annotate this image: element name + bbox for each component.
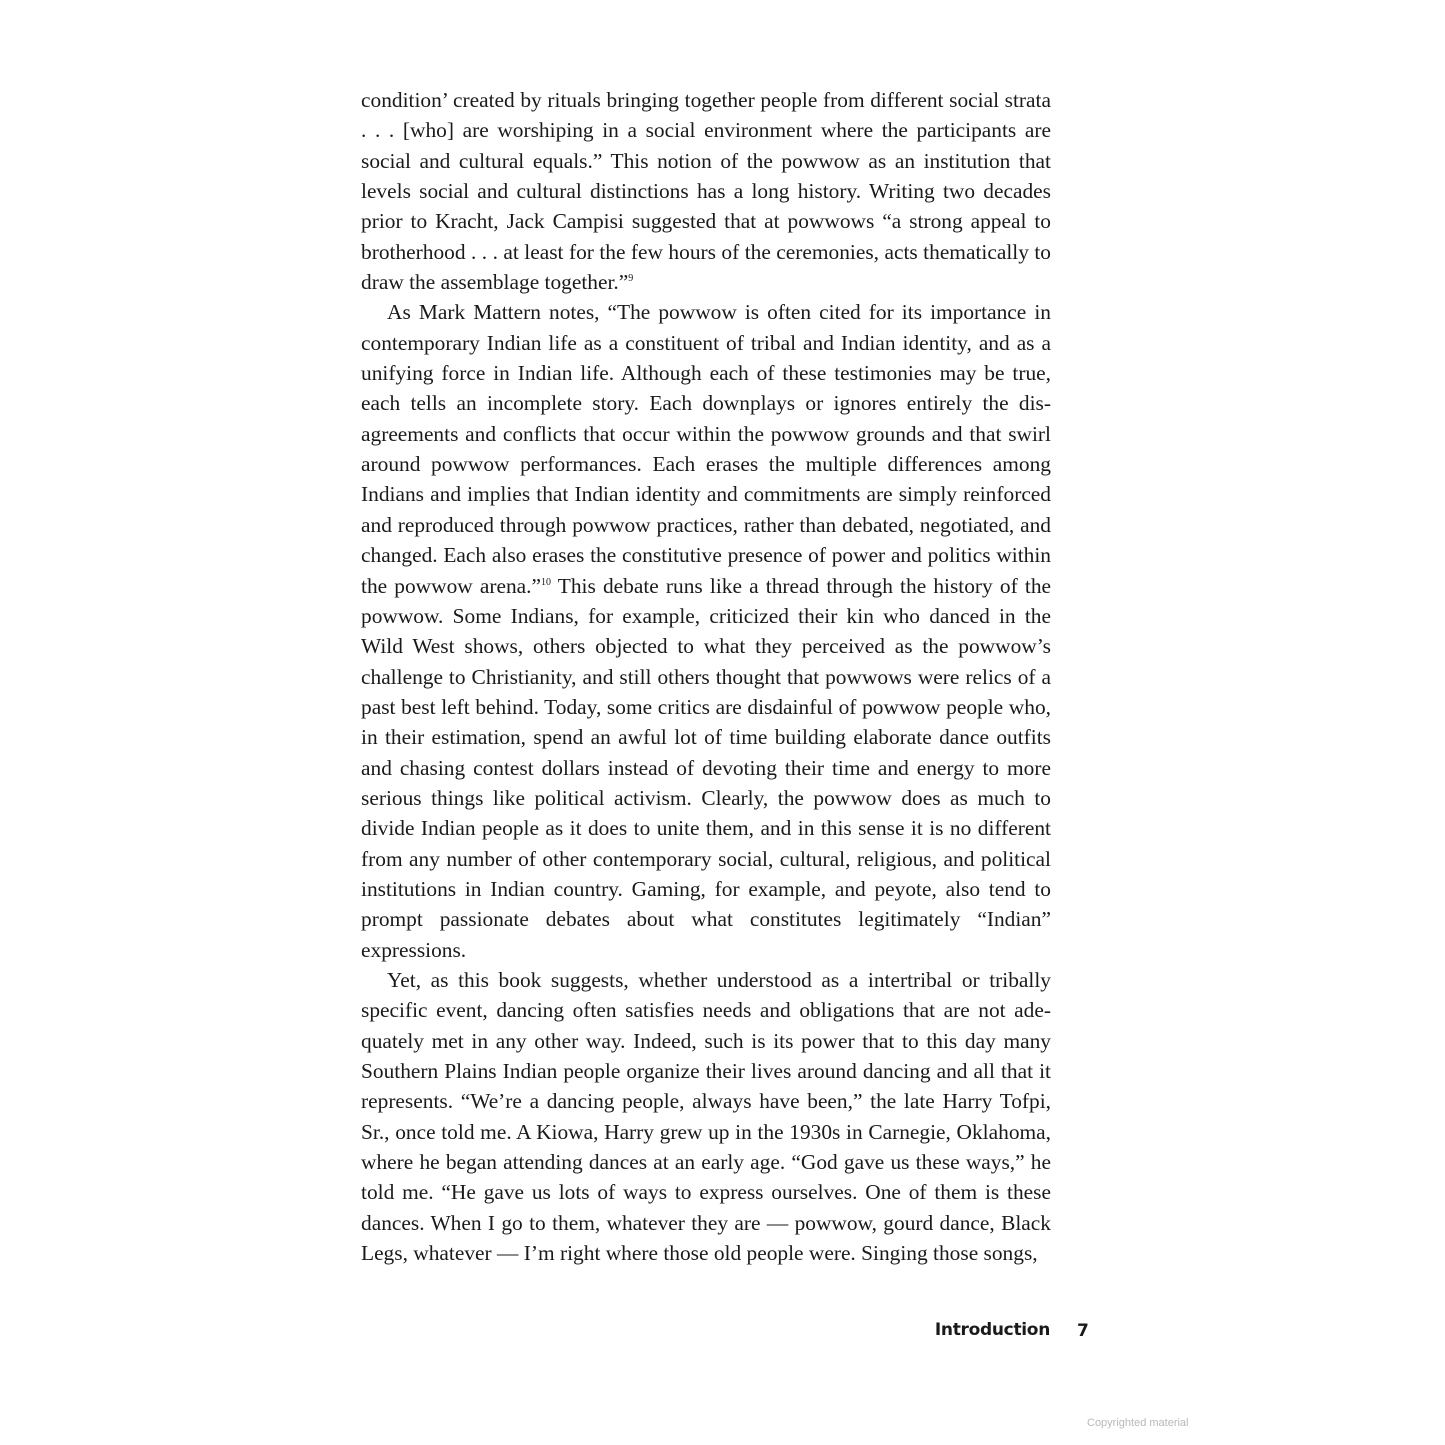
footnote-ref-9: 9 <box>628 272 634 284</box>
paragraph-3-text: Yet, as this book suggests, whether understood as a intertribal or tribally specific event, dancing often satisfies needs and obligations that are not adequately met in any other way. Indeed, such is its power that to this day many Southern Plains Indian people organize their lives around dancing and all that it represents. “We’re a dancing people, always have been,” the late Harry Tofpi, Sr., once told me. A Kiowa, Harry grew up in the 1930s in Carnegie, Oklahoma, where he began attending dances at an early age. “God gave us these ways,” he told me. “He gave us lots of ways to express ourselves. One of them is these dances. When I go to them, whatever they are — powwow, gourd dance, Black Legs, whatever — I’m right where those old people were. Singing those songs, <box>361 967 1051 1266</box>
paragraph-1 <box>361 85 1051 297</box>
footer-section-title: Introduction <box>934 1320 1050 1340</box>
body-text <box>361 85 1051 1268</box>
footnote-ref-10: 10 <box>541 576 552 588</box>
paragraph-2-text-after: This debate runs like a thread through the history of the powwow. Some Indians, for example, criticized their kin who danced in the Wild West shows, others objected to what they perceived as the powwow’s challenge to Christianity, and still others thought that powwows were relics of a past best left behind. Today, some critics are disdainful of powwow people who, in their estimation, spend an awful lot of time building elaborate dance outfits and chasing contest dollars instead of devoting their time and energy to more serious things like political activism. Clearly, the powwow does as much to divide Indian people as it does to unite them, and in this sense it is no different from any number of other contemporary social, cultural, religious, and political institutions in Indian country. Gaming, for example, and peyote, also tend to prompt passionate debates about what constitutes legitimately “Indian” expressions. <box>361 573 1052 962</box>
paragraph-2 <box>361 297 1051 965</box>
running-footer <box>900 1318 1090 1346</box>
copyright-watermark: Copyrighted material <box>1087 1417 1189 1429</box>
page-number: 7 <box>1077 1321 1089 1341</box>
paragraph-2-text-before: As Mark Mattern notes, “The powwow is often cited for its importance in contemporary Indian life as a constituent of tribal and Indian identity, and as a unifying force in Indian life. Although each of these testimonies may be true, each tells an incomplete story. Each downplays or ignores entirely the disagreements and conflicts that occur within the powwow grounds and that swirl around powwow performances. Each erases the multiple differences among Indians and implies that Indian identity and commitments are simply reinforced and reproduced through powwow practices, rather than debated, negotiated, and changed. Each also erases the constitutive presence of power and politics within the powwow arena.” <box>361 300 1051 598</box>
paragraph-3 <box>361 965 1051 1268</box>
paragraph-1-text: condition’ created by rituals bringing together people from different social strata . . . [who] are worshiping in a social environment where the participants are social and cultural equals.” This notion of the powwow as an institution that levels social and cultural distinctions has a long history. Writing two decades prior to Kracht, Jack Campisi suggested that at powwows “a strong appeal to brotherhood . . . at least for the few hours of the ceremonies, acts thematically to draw the assemblage together.” <box>361 88 1051 295</box>
